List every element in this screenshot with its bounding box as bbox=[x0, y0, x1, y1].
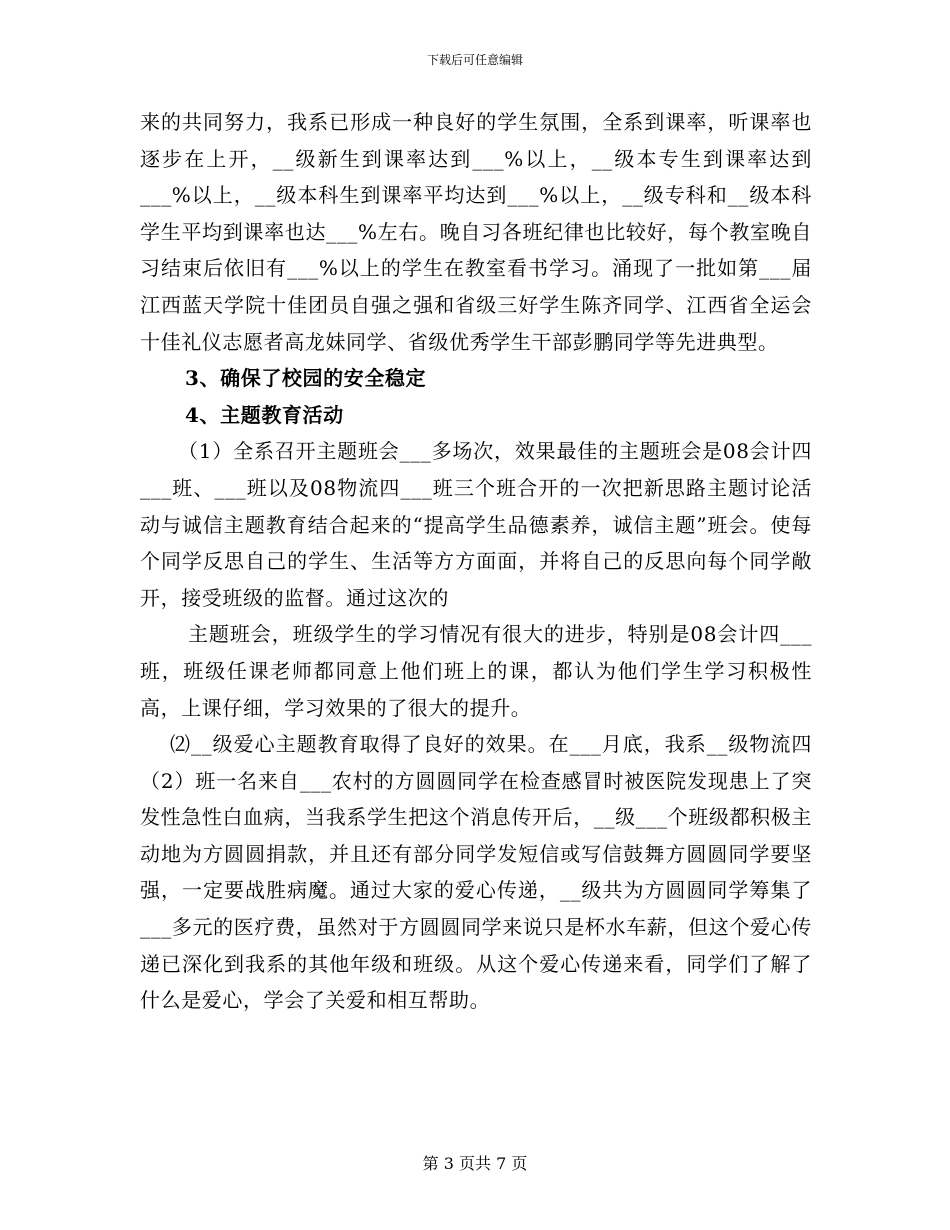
paragraph-theme-class-meeting: （1）全系召开主题班会___多场次，效果最佳的主题班会是08会计四___班、___班以及08物流四___班三个班合开的一次把新思路主题讨论活动与诚信主题教育结合起来的“提高学生品德素养，诚信主题”班会。使每个同学反思自己的学生、生活等方方面面，并将自己的反思向每个同学敞开，接受班级的监督。通过这次的 bbox=[140, 439, 812, 610]
page-header: 下载后可任意编辑 bbox=[426, 53, 523, 67]
heading-theme-education: 4、主题教育活动 bbox=[185, 402, 344, 427]
paragraph-attendance: 来的共同努力，我系已形成一种良好的学生氛围，全系到课率，听课率也逐步在上开，__级新生到课率达到___%以上，__级本专生到课率达到___%以上，__级本科生到课率平均达到___%以上，__级专科和__级本科学生平均到课率也达___%左右。晚自习各班纪律也比较好，每个教室晚自习结束后依旧有___%以上的学生在教室看书学习。涌现了一批如第___届江西蓝天学院十佳团员自强之强和省级三好学生陈齐同学、江西省全运会十佳礼仪志愿者高龙妹同学、省级优秀学生干部彭鹏同学等先进典型。 bbox=[140, 110, 812, 354]
page-footer: 第 3 页共 7 页 bbox=[422, 1154, 528, 1173]
document-body bbox=[140, 104, 812, 1019]
paragraph-meeting-results: 主题班会，班级学生的学习情况有很大的进步，特别是08会计四___班，班级任课老师都同意上他们班上的课，都认为他们学生学习积极性高，上课仔细，学习效果的了很大的提升。 bbox=[140, 622, 812, 720]
paragraph-love-education: ⑵__级爱心主题教育取得了良好的效果。在___月底，我系__级物流四（2）班一名来自___农村的方圆圆同学在检查感冒时被医院发现患上了突发性急性白血病，当我系学生把这个消息传开后，__级___个班级都积极主动地为方圆圆捐款，并且还有部分同学发短信或写信鼓舞方圆圆同学要坚强，一定要战胜病魔。通过大家的爱心传递，__级共为方圆圆同学筹集了___多元的医疗费，虽然对于方圆圆同学来说只是杯水车薪，但这个爱心传递已深化到我系的其他年级和班级。从这个爱心传递来看，同学们了解了什么是爱心，学会了关爱和相互帮助。 bbox=[140, 732, 812, 1013]
heading-campus-safety: 3、确保了校园的安全稳定 bbox=[185, 366, 427, 391]
